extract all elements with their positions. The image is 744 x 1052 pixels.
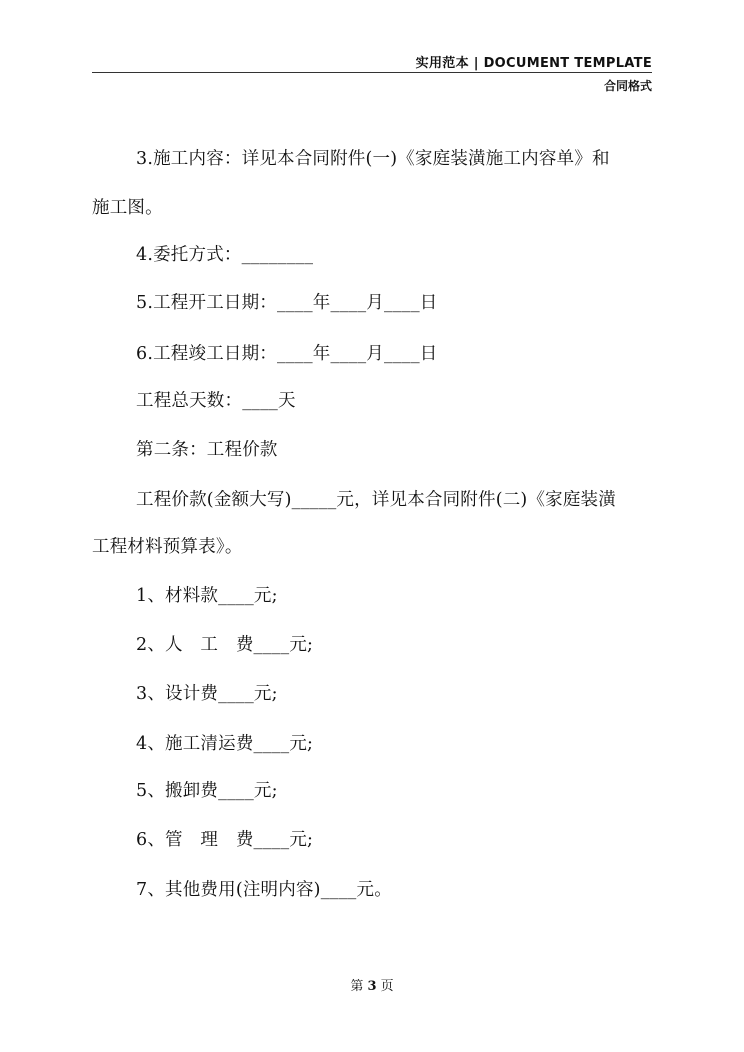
list-item-management: 6、管 理 费____元; bbox=[136, 830, 314, 850]
list-item-handling: 5、搬卸费____元; bbox=[136, 781, 278, 801]
page-footer bbox=[0, 975, 744, 994]
header-subtitle: 合同格式 bbox=[603, 79, 652, 93]
paragraph-total-days: 工程总天数：____天 bbox=[136, 391, 296, 411]
footer-suffix: 页 bbox=[380, 979, 394, 994]
paragraph-construction-content: 3.施工内容：详见本合同附件(一)《家庭装潢施工内容单》和 bbox=[136, 149, 610, 169]
section-heading-project-price: 第二条：工程价款 bbox=[136, 440, 278, 460]
paragraph-project-price: 工程价款(金额大写)_____元，详见本合同附件(二)《家庭装潢 bbox=[136, 490, 616, 510]
list-item-materials: 1、材料款____元; bbox=[136, 586, 278, 606]
paragraph-completion-date: 6.工程竣工日期：____年____月____日 bbox=[136, 344, 438, 364]
list-item-cleanup: 4、施工清运费____元; bbox=[136, 734, 314, 754]
header-title: 实用范本 | DOCUMENT TEMPLATE bbox=[415, 56, 652, 71]
paragraph-project-price-cont: 工程材料预算表》。 bbox=[92, 537, 243, 557]
list-item-design: 3、设计费____元; bbox=[136, 684, 278, 704]
header-divider bbox=[92, 72, 652, 73]
footer-prefix: 第 bbox=[350, 979, 364, 994]
list-item-other: 7、其他费用(注明内容)____元。 bbox=[136, 880, 392, 900]
page-number: 3 bbox=[367, 979, 377, 994]
paragraph-commission-method: 4.委托方式：________ bbox=[136, 245, 314, 265]
paragraph-construction-content-cont: 施工图。 bbox=[92, 198, 163, 218]
list-item-labor: 2、人 工 费____元; bbox=[136, 635, 314, 655]
paragraph-start-date: 5.工程开工日期：____年____月____日 bbox=[136, 293, 438, 313]
